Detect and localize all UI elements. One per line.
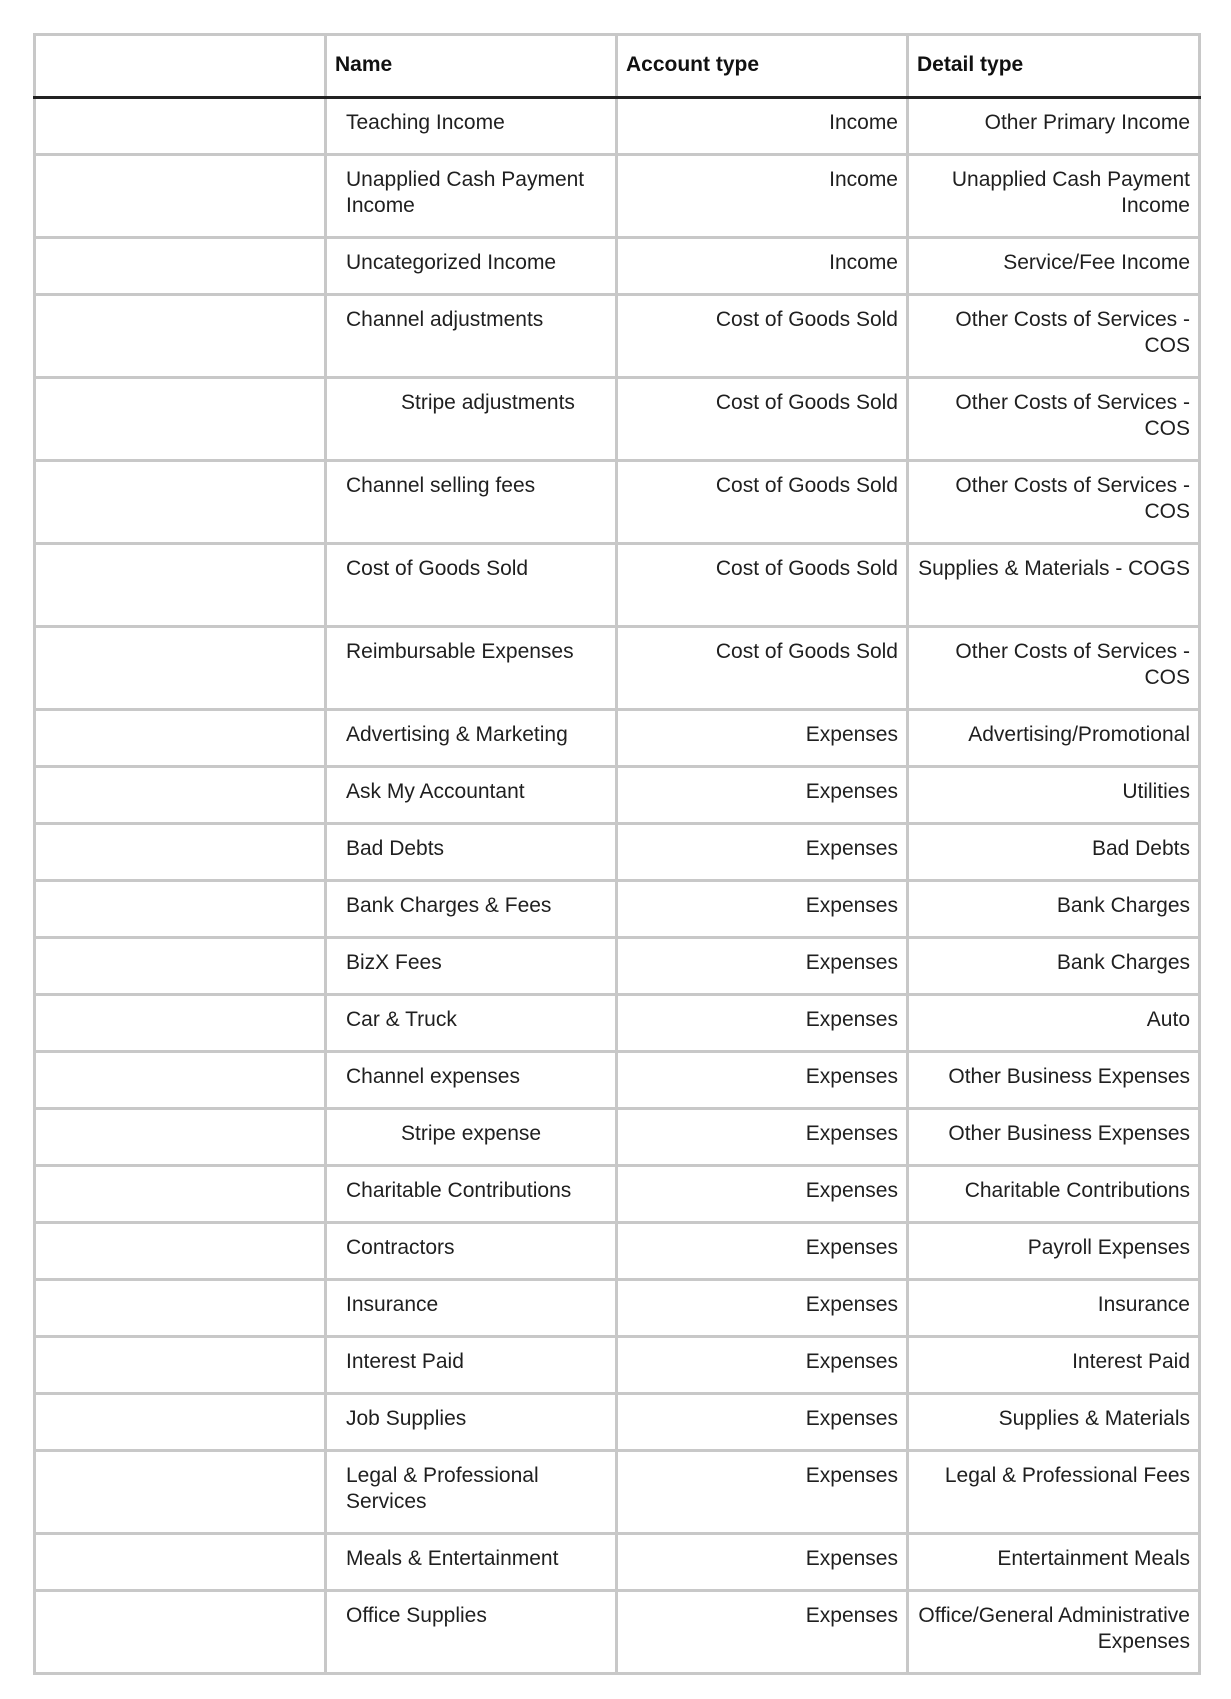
account-name-cell: Car & Truck — [326, 995, 617, 1052]
blank-cell — [35, 995, 326, 1052]
table-row — [35, 295, 1200, 378]
header-blank-cell — [35, 35, 326, 98]
account-type-cell: Expenses — [617, 1052, 908, 1109]
table-row — [35, 1052, 1200, 1109]
account-type-cell: Income — [617, 98, 908, 155]
blank-cell — [35, 155, 326, 238]
account-type-cell: Expenses — [617, 1166, 908, 1223]
table-row — [35, 1166, 1200, 1223]
table-row — [35, 461, 1200, 544]
table-row — [35, 1394, 1200, 1451]
account-name-cell: Interest Paid — [326, 1337, 617, 1394]
table-row — [35, 238, 1200, 295]
table-row — [35, 1109, 1200, 1166]
account-type-cell: Expenses — [617, 938, 908, 995]
account-name-cell: Cost of Goods Sold — [326, 544, 617, 627]
account-name-cell: Stripe expense — [326, 1109, 617, 1166]
detail-type-cell: Legal & Professional Fees — [908, 1451, 1200, 1534]
blank-cell — [35, 1109, 326, 1166]
table-row — [35, 98, 1200, 155]
account-type-cell: Expenses — [617, 1223, 908, 1280]
detail-type-cell: Other Costs of Services - COS — [908, 461, 1200, 544]
table-row — [35, 881, 1200, 938]
table-row — [35, 1451, 1200, 1534]
account-type-cell: Income — [617, 155, 908, 238]
table-row — [35, 1534, 1200, 1591]
detail-type-cell: Utilities — [908, 767, 1200, 824]
table-row — [35, 824, 1200, 881]
account-type-cell: Cost of Goods Sold — [617, 378, 908, 461]
detail-type-cell: Supplies & Materials - COGS — [908, 544, 1200, 627]
table-row — [35, 1337, 1200, 1394]
account-name-cell: Ask My Accountant — [326, 767, 617, 824]
account-type-cell: Expenses — [617, 1591, 908, 1674]
account-name-cell: Charitable Contributions — [326, 1166, 617, 1223]
header-account-type: Account type — [617, 35, 908, 98]
table-row — [35, 1280, 1200, 1337]
blank-cell — [35, 1534, 326, 1591]
table-row — [35, 1591, 1200, 1674]
detail-type-cell: Other Costs of Services - COS — [908, 627, 1200, 710]
account-name-cell: Job Supplies — [326, 1394, 617, 1451]
detail-type-cell: Other Costs of Services - COS — [908, 378, 1200, 461]
blank-cell — [35, 544, 326, 627]
blank-cell — [35, 98, 326, 155]
table-row — [35, 378, 1200, 461]
chart-of-accounts-table — [33, 33, 1201, 1675]
account-name-cell: Channel expenses — [326, 1052, 617, 1109]
detail-type-cell: Other Primary Income — [908, 98, 1200, 155]
account-name-cell: Bank Charges & Fees — [326, 881, 617, 938]
account-type-cell: Cost of Goods Sold — [617, 295, 908, 378]
detail-type-cell: Interest Paid — [908, 1337, 1200, 1394]
blank-cell — [35, 1337, 326, 1394]
table-row — [35, 627, 1200, 710]
detail-type-cell: Insurance — [908, 1280, 1200, 1337]
blank-cell — [35, 824, 326, 881]
blank-cell — [35, 1052, 326, 1109]
detail-type-cell: Supplies & Materials — [908, 1394, 1200, 1451]
blank-cell — [35, 461, 326, 544]
account-name-cell: Channel adjustments — [326, 295, 617, 378]
account-type-cell: Expenses — [617, 710, 908, 767]
detail-type-cell: Service/Fee Income — [908, 238, 1200, 295]
account-type-cell: Cost of Goods Sold — [617, 627, 908, 710]
detail-type-cell: Auto — [908, 995, 1200, 1052]
account-name-cell: Advertising & Marketing — [326, 710, 617, 767]
detail-type-cell: Payroll Expenses — [908, 1223, 1200, 1280]
detail-type-cell: Other Costs of Services - COS — [908, 295, 1200, 378]
account-name-cell: Stripe adjustments — [326, 378, 617, 461]
blank-cell — [35, 295, 326, 378]
table-row — [35, 938, 1200, 995]
detail-type-cell: Unapplied Cash Payment Income — [908, 155, 1200, 238]
account-name-cell: Contractors — [326, 1223, 617, 1280]
account-name-cell: Bad Debts — [326, 824, 617, 881]
blank-cell — [35, 238, 326, 295]
account-type-cell: Cost of Goods Sold — [617, 544, 908, 627]
account-name-cell: Legal & Professional Services — [326, 1451, 617, 1534]
blank-cell — [35, 1280, 326, 1337]
blank-cell — [35, 1166, 326, 1223]
account-name-cell: Uncategorized Income — [326, 238, 617, 295]
blank-cell — [35, 767, 326, 824]
blank-cell — [35, 710, 326, 767]
blank-cell — [35, 881, 326, 938]
detail-type-cell: Bank Charges — [908, 881, 1200, 938]
table-row — [35, 544, 1200, 627]
account-type-cell: Expenses — [617, 1394, 908, 1451]
account-name-cell: Channel selling fees — [326, 461, 617, 544]
table-row — [35, 995, 1200, 1052]
account-name-cell: BizX Fees — [326, 938, 617, 995]
detail-type-cell: Other Business Expenses — [908, 1109, 1200, 1166]
account-type-cell: Cost of Goods Sold — [617, 461, 908, 544]
header-detail-type: Detail type — [908, 35, 1200, 98]
detail-type-cell: Other Business Expenses — [908, 1052, 1200, 1109]
detail-type-cell: Advertising/Promotional — [908, 710, 1200, 767]
blank-cell — [35, 1451, 326, 1534]
table-row — [35, 767, 1200, 824]
account-type-cell: Expenses — [617, 824, 908, 881]
detail-type-cell: Bank Charges — [908, 938, 1200, 995]
account-type-cell: Expenses — [617, 1109, 908, 1166]
account-type-cell: Expenses — [617, 1337, 908, 1394]
account-type-cell: Expenses — [617, 995, 908, 1052]
header-row — [35, 35, 1200, 98]
table-row — [35, 710, 1200, 767]
blank-cell — [35, 1591, 326, 1674]
account-name-cell: Teaching Income — [326, 98, 617, 155]
account-name-cell: Unapplied Cash Payment Income — [326, 155, 617, 238]
blank-cell — [35, 378, 326, 461]
table-row — [35, 155, 1200, 238]
blank-cell — [35, 627, 326, 710]
account-type-cell: Expenses — [617, 1534, 908, 1591]
account-name-cell: Insurance — [326, 1280, 617, 1337]
account-type-cell: Expenses — [617, 767, 908, 824]
detail-type-cell: Office/General Administrative Expenses — [908, 1591, 1200, 1674]
account-name-cell: Reimbursable Expenses — [326, 627, 617, 710]
detail-type-cell: Charitable Contributions — [908, 1166, 1200, 1223]
header-name: Name — [326, 35, 617, 98]
table-row — [35, 1223, 1200, 1280]
account-name-cell: Office Supplies — [326, 1591, 617, 1674]
table-body — [35, 98, 1200, 1674]
account-type-cell: Expenses — [617, 881, 908, 938]
account-type-cell: Expenses — [617, 1451, 908, 1534]
account-type-cell: Expenses — [617, 1280, 908, 1337]
account-name-cell: Meals & Entertainment — [326, 1534, 617, 1591]
detail-type-cell: Bad Debts — [908, 824, 1200, 881]
table-header — [35, 35, 1200, 98]
detail-type-cell: Entertainment Meals — [908, 1534, 1200, 1591]
blank-cell — [35, 938, 326, 995]
blank-cell — [35, 1223, 326, 1280]
blank-cell — [35, 1394, 326, 1451]
account-type-cell: Income — [617, 238, 908, 295]
